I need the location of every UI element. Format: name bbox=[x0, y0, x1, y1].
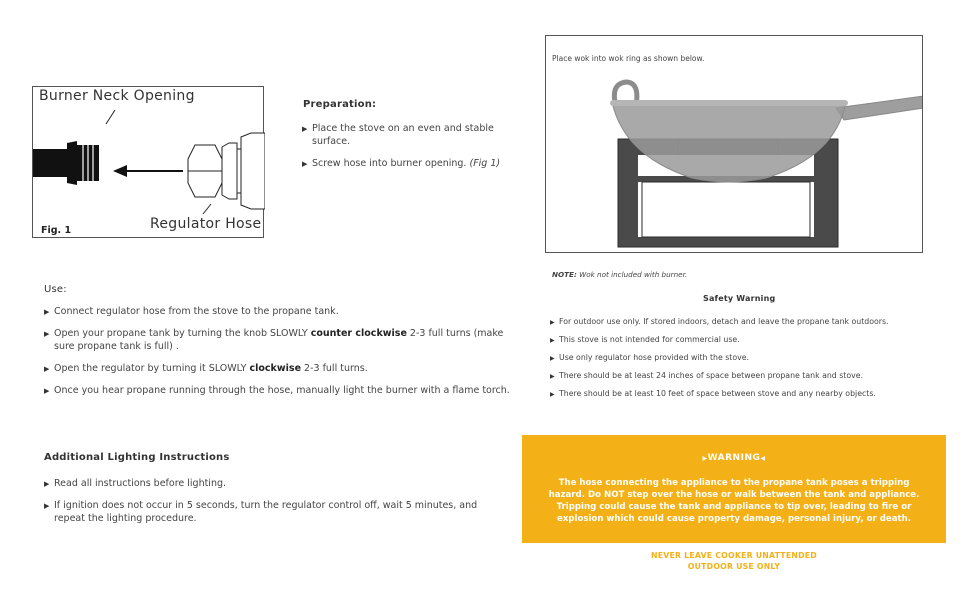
list-item: ▶ Open the regulator by turning it SLOWLY clockwise 2-3 full turns. bbox=[44, 363, 368, 374]
bullet-triangle-icon: ▶ bbox=[44, 387, 50, 395]
bullet-triangle-icon: ▶ bbox=[550, 391, 555, 398]
bullet-triangle-icon: ▶ bbox=[44, 502, 50, 510]
note-label: NOTE: bbox=[552, 270, 577, 279]
regulator-hose-label: Regulator Hose bbox=[150, 216, 262, 232]
list-item: ▶ Screw hose into burner opening. (Fig 1) bbox=[302, 158, 501, 169]
bullet-triangle-icon: ▶ bbox=[550, 373, 555, 380]
use-heading: Use: bbox=[44, 284, 67, 295]
footer-outdoor: OUTDOOR USE ONLY bbox=[687, 562, 781, 571]
burner-neck-label: Burner Neck Opening bbox=[39, 88, 195, 104]
bullet-triangle-icon: ▶ bbox=[550, 355, 555, 362]
warning-arrow-right-icon: ▶ bbox=[702, 455, 708, 462]
bullet-triangle-icon: ▶ bbox=[44, 365, 50, 373]
figure-number: Fig. 1 bbox=[41, 225, 72, 236]
bullet-triangle-icon: ▶ bbox=[44, 330, 50, 338]
use-list bbox=[44, 305, 512, 406]
list-item: ▶ This stove is not intended for commercial use. bbox=[550, 335, 740, 344]
warning-box bbox=[522, 435, 946, 543]
wok-figure-caption: Place wok into wok ring as shown below. bbox=[552, 54, 705, 63]
additional-lighting-heading: Additional Lighting Instructions bbox=[44, 452, 230, 463]
note-text: Wok not included with burner. bbox=[579, 270, 688, 279]
safety-warning-heading: Safety Warning bbox=[703, 294, 776, 303]
list-item: ▶ Once you hear propane running through the hose, manually light the burner with a flame torch. bbox=[44, 385, 510, 396]
bullet-triangle-icon: ▶ bbox=[302, 160, 308, 168]
bullet-triangle-icon: ▶ bbox=[302, 125, 308, 133]
figure-reference: (Fig 1) bbox=[469, 158, 501, 169]
warning-text: The hose connecting the appliance to the propane tank poses a tripping hazard. Do NOT step over the hose or walk between the tank and appliance. Tripping could cause the tank and appliance to tip over, leading to fire or explosion which could cause property damage, personal injury, or death. bbox=[548, 478, 920, 524]
safety-list bbox=[550, 317, 950, 407]
list-item: ▶ There should be at least 10 feet of space between stove and any nearby objects. bbox=[550, 389, 876, 398]
list-item: ▶ If ignition does not occur in 5 seconds, turn the regulator control off, wait 5 minutes, and repeat the lighting procedure. bbox=[44, 500, 478, 524]
footer-unattended: NEVER LEAVE COOKER UNATTENDED bbox=[651, 551, 817, 560]
list-item: ▶ Read all instructions before lighting. bbox=[44, 478, 227, 489]
bullet-triangle-icon: ▶ bbox=[550, 319, 555, 326]
list-item: ▶ There should be at least 24 inches of space between propane tank and stove. bbox=[550, 371, 864, 380]
figure-1-burner-hose bbox=[32, 86, 264, 238]
list-item: ▶ Connect regulator hose from the stove to the propane tank. bbox=[44, 306, 339, 317]
bullet-triangle-icon: ▶ bbox=[550, 337, 555, 344]
warning-arrow-left-icon: ◀ bbox=[760, 455, 766, 462]
list-item: ▶ For outdoor use only. If stored indoors, detach and leave the propane tank outdoors. bbox=[550, 317, 889, 326]
wok-ring-diagram bbox=[546, 36, 923, 253]
wok-ring-figure bbox=[545, 35, 923, 253]
wok-note bbox=[552, 270, 687, 279]
list-item: ▶ Open your propane tank by turning the knob SLOWLY counter clockwise 2-3 full turns (make sure propane tank is full) . bbox=[44, 328, 504, 352]
warning-title: ▶WARNING◀ bbox=[702, 453, 766, 463]
bullet-triangle-icon: ▶ bbox=[44, 480, 50, 488]
preparation-list bbox=[302, 122, 507, 179]
bullet-triangle-icon: ▶ bbox=[44, 308, 50, 316]
additional-list bbox=[44, 477, 492, 534]
list-item: ▶ Use only regulator hose provided with the stove. bbox=[550, 353, 750, 362]
preparation-heading: Preparation: bbox=[303, 99, 377, 110]
list-item: ▶ Place the stove on an even and stable surface. bbox=[302, 123, 494, 147]
